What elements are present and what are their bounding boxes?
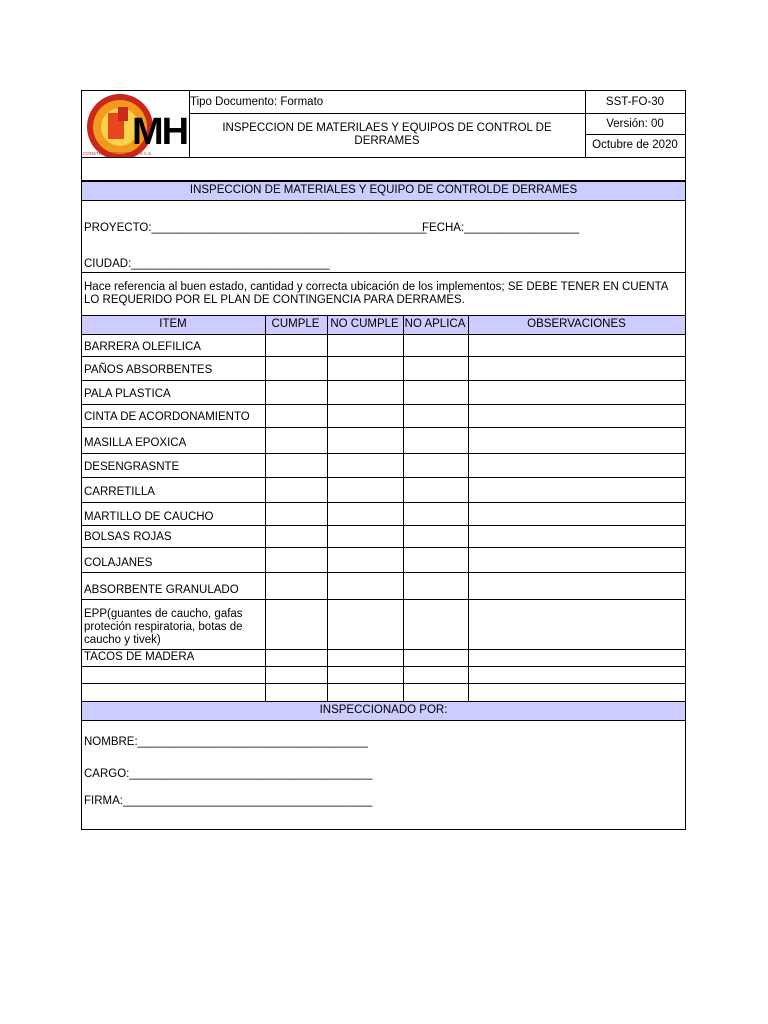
table-row-item: CARRETILLA	[84, 486, 155, 498]
company-logo	[82, 91, 189, 157]
table-row-item: TACOS DE MADERA	[84, 651, 195, 663]
logo-letters: MH	[132, 111, 188, 153]
table-row-item: EPP(guantes de caucho, gafas proteción respiratoria, botas de caucho y tivek)	[84, 608, 243, 646]
doc-version: Versión: 00	[606, 118, 664, 130]
table-row-item: BARRERA OLEFILICA	[84, 341, 201, 353]
table-row-item: PAÑOS ABSORBENTES	[84, 364, 213, 376]
table-row-item: DESENGRASNTE	[84, 461, 180, 473]
table-row-item: MASILLA EPOXICA	[84, 437, 187, 449]
section-title: INSPECCION DE MATERIALES Y EQUIPO DE CONTROLDE DERRAMES	[82, 182, 685, 200]
fecha-field[interactable]: FECHA:__________________	[422, 222, 580, 234]
doc-date: Octubre de 2020	[592, 139, 678, 151]
table-row-item: COLAJANES	[84, 557, 153, 569]
col-no-cumple: NO CUMPLE	[330, 318, 399, 330]
inspected-by-title: INSPECCIONADO POR:	[82, 702, 685, 720]
inspection-form	[81, 90, 686, 830]
firma-field[interactable]: FIRMA:_______________________________________	[84, 795, 373, 807]
table-row-item: BOLSAS ROJAS	[84, 531, 172, 543]
ciudad-field[interactable]: CIUDAD:_______________________________	[84, 258, 330, 270]
logo-subtext: CONSTRUYENDO OBRAS S.A.S.	[83, 151, 153, 156]
table-row-item: MARTILLO DE CAUCHO	[84, 511, 214, 523]
cargo-field[interactable]: CARGO:______________________________________	[84, 768, 373, 780]
nombre-field[interactable]: NOMBRE:____________________________________	[84, 736, 368, 748]
col-observaciones: OBSERVACIONES	[527, 318, 626, 330]
doc-code: SST-FO-30	[605, 96, 665, 108]
col-cumple: CUMPLE	[271, 318, 320, 330]
col-no-aplica: NO APLICA	[404, 318, 466, 330]
table-row-item: ABSORBENTE GRANULADO	[84, 584, 239, 596]
col-item: ITEM	[159, 318, 187, 330]
doc-title: INSPECCION DE MATERILAES Y EQUIPOS DE CONTROL DE DERRAMES	[222, 122, 552, 147]
table-row-item: CINTA DE ACORDONAMIENTO	[84, 411, 250, 423]
proyecto-field[interactable]: PROYECTO:___________________________________________	[84, 222, 427, 234]
instructions-note: Hace referencia al buen estado, cantidad y correcta ubicación de los implementos; SE DEBE TENER EN CUENTA LO REQUERIDO POR EL PLAN DE CONTINGENCIA PARA DERRAMES.	[84, 281, 668, 306]
table-header	[82, 316, 685, 334]
doc-type: Tipo Documento: Formato	[190, 96, 324, 108]
table-row-item: PALA PLASTICA	[84, 388, 171, 400]
